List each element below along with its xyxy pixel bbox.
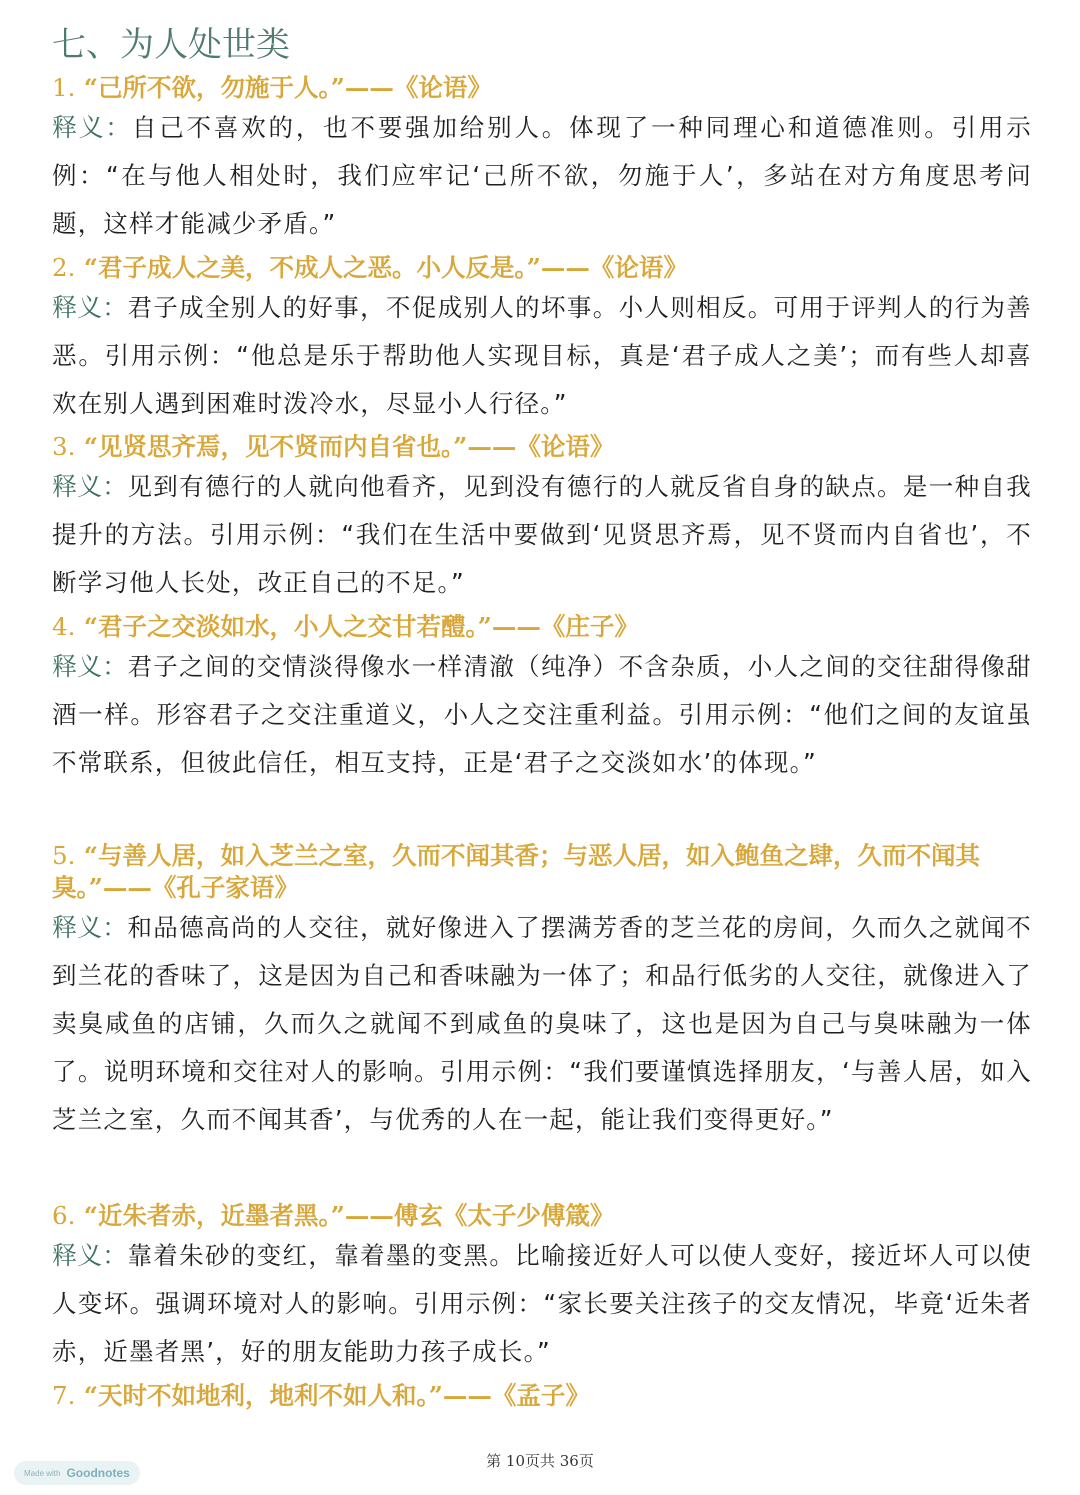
entry-6 bbox=[52, 1200, 1032, 1376]
entry-1 bbox=[52, 72, 1032, 248]
quote-text: “近朱者赤，近墨者黑。”——傅玄《太子少傅箴》 bbox=[83, 1201, 615, 1230]
explanation-text: 和品德高尚的人交往，就好像进入了摆满芳香的芝兰花的房间，久而久之就闻不到兰花的香味了，这是因为自己和香味融为一体了；和品行低劣的人交往，就像进入了卖臭咸鱼的店铺，久而久之就闻不到咸鱼的臭味了，这也是因为自己与臭味融为一体了。说明环境和交往对人的影响。引用示例：“我们要谨慎选择朋友，‘与善人居，如入芝兰之室，久而不闻其香’，与优秀的人在一起，能让我们变得更好。” bbox=[52, 913, 1032, 1134]
explanation-paragraph bbox=[52, 904, 1032, 1144]
explanation-paragraph bbox=[52, 643, 1032, 787]
section-title: 七、为人处世类 bbox=[52, 25, 290, 65]
explanation-paragraph bbox=[52, 104, 1032, 248]
watermark-made-with: Made with bbox=[24, 1468, 61, 1478]
entry-number: 5. bbox=[52, 841, 76, 870]
quote-text: “君子成人之美，不成人之恶。小人反是。”——《论语》 bbox=[83, 253, 688, 282]
quote-text: “己所不欲，勿施于人。”——《论语》 bbox=[83, 73, 492, 102]
explanation-text: 自己不喜欢的，也不要强加给别人。体现了一种同理心和道德准则。引用示例：“在与他人相处时，我们应牢记‘己所不欲，勿施于人’，多站在对方角度思考问题，这样才能减少矛盾。” bbox=[52, 113, 1032, 238]
explanation-label: 释义： bbox=[52, 113, 132, 142]
quote-text: “君子之交淡如水，小人之交甘若醴。”——《庄子》 bbox=[83, 612, 639, 641]
explanation-text: 靠着朱砂的变红，靠着墨的变黑。比喻接近好人可以使人变好，接近坏人可以使人变坏。强调环境对人的影响。引用示例：“家长要关注孩子的交友情况，毕竟‘近朱者赤，近墨者黑’，好的朋友能助力孩子成长。” bbox=[52, 1241, 1032, 1366]
quote-heading bbox=[52, 72, 1032, 104]
explanation-label: 释义： bbox=[52, 913, 128, 942]
goodnotes-watermark bbox=[14, 1461, 140, 1485]
quote-heading bbox=[52, 840, 1032, 904]
quote-heading bbox=[52, 431, 1032, 463]
entry-7 bbox=[52, 1380, 1032, 1412]
watermark-brand: Goodnotes bbox=[66, 1466, 130, 1480]
explanation-label: 释义： bbox=[52, 472, 128, 501]
quote-text: “天时不如地利，地利不如人和。”——《孟子》 bbox=[83, 1381, 590, 1410]
quote-text: “见贤思齐焉，见不贤而内自省也。”——《论语》 bbox=[83, 432, 615, 461]
quote-heading bbox=[52, 252, 1032, 284]
entry-2 bbox=[52, 252, 1032, 428]
explanation-paragraph bbox=[52, 284, 1032, 428]
entry-number: 2. bbox=[52, 253, 76, 282]
explanation-text: 君子成全别人的好事，不促成别人的坏事。小人则相反。可用于评判人的行为善恶。引用示例：“他总是乐于帮助他人实现目标，真是‘君子成人之美’；而有些人却喜欢在别人遇到困难时泼冷水，尽显小人行径。” bbox=[52, 293, 1032, 418]
quote-heading bbox=[52, 611, 1032, 643]
entry-5 bbox=[52, 840, 1032, 1144]
entry-number: 7. bbox=[52, 1381, 76, 1410]
explanation-label: 释义： bbox=[52, 293, 128, 322]
page-number: 第 10页共 36页 bbox=[486, 1452, 594, 1470]
quote-heading bbox=[52, 1200, 1032, 1232]
explanation-text: 君子之间的交情淡得像水一样清澈（纯净）不含杂质，小人之间的交往甜得像甜酒一样。形容君子之交注重道义，小人之交注重利益。引用示例：“他们之间的友谊虽不常联系，但彼此信任，相互支持，正是‘君子之交淡如水’的体现。” bbox=[52, 652, 1032, 777]
explanation-paragraph bbox=[52, 463, 1032, 607]
quote-text: “与善人居，如入芝兰之室，久而不闻其香；与恶人居，如入鲍鱼之肆，久而不闻其臭。”——《孔子家语》 bbox=[52, 841, 981, 902]
explanation-label: 释义： bbox=[52, 1241, 128, 1270]
entry-number: 4. bbox=[52, 612, 76, 641]
entry-number: 3. bbox=[52, 432, 76, 461]
quote-heading bbox=[52, 1380, 1032, 1412]
entry-number: 1. bbox=[52, 73, 76, 102]
explanation-text: 见到有德行的人就向他看齐，见到没有德行的人就反省自身的缺点。是一种自我提升的方法。引用示例：“我们在生活中要做到‘见贤思齐焉，见不贤而内自省也’，不断学习他人长处，改正自己的不足。” bbox=[52, 472, 1032, 597]
explanation-label: 释义： bbox=[52, 652, 128, 681]
entry-4 bbox=[52, 611, 1032, 787]
explanation-paragraph bbox=[52, 1232, 1032, 1376]
entry-3 bbox=[52, 431, 1032, 607]
entry-number: 6. bbox=[52, 1201, 76, 1230]
